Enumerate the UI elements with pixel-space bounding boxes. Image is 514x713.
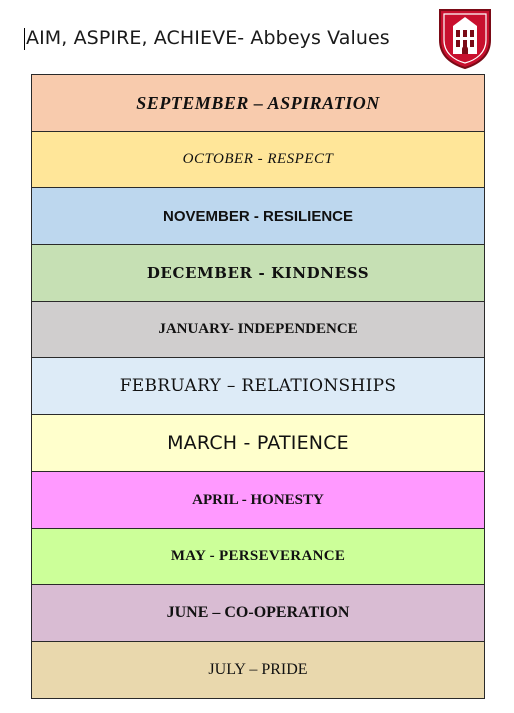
document-title: AIM, ASPIRE, ACHIEVE- Abbeys Values [26,27,390,49]
value-cell-may: MAY - PERSEVERANCE [32,529,485,585]
value-cell-september: SEPTEMBER – ASPIRATION [32,75,485,132]
value-cell-november: NOVEMBER - RESILIENCE [32,188,485,245]
value-cell-december: DECEMBER - KINDNESS [32,245,485,302]
value-row [32,75,485,132]
text-cursor [24,28,25,50]
value-cell-march: MARCH - PATIENCE [32,415,485,472]
value-cell-july: JULY – PRIDE [32,642,485,699]
value-row [32,415,485,472]
value-row [32,302,485,358]
value-cell-april: APRIL - HONESTY [32,472,485,529]
value-row [32,529,485,585]
value-row [32,358,485,415]
value-row [32,188,485,245]
value-cell-october: OCTOBER - RESPECT [32,132,485,188]
value-row [32,245,485,302]
value-row [32,585,485,642]
school-crest-icon [436,6,494,70]
value-row [32,472,485,529]
value-row [32,642,485,699]
value-cell-january: JANUARY- INDEPENDENCE [32,302,485,358]
values-table [31,74,485,699]
value-row [32,132,485,188]
value-cell-february: FEBRUARY – RELATIONSHIPS [32,358,485,415]
value-cell-june: JUNE – CO-OPERATION [32,585,485,642]
